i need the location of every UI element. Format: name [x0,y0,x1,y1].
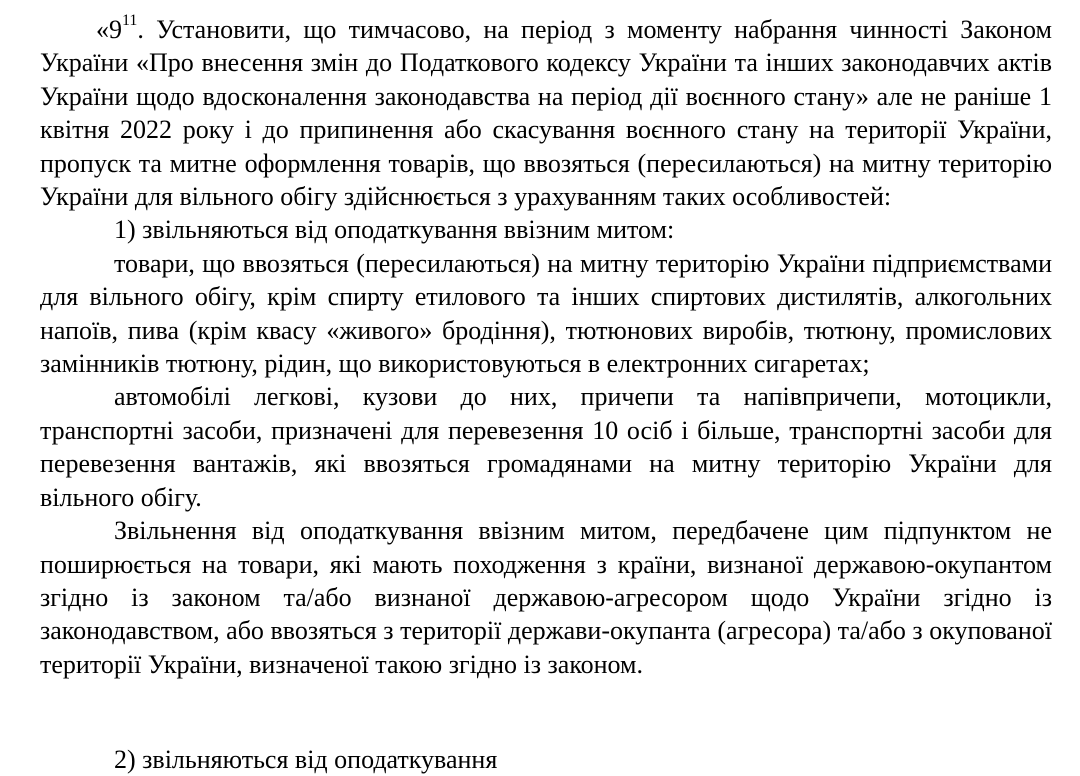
paragraph-exemption-limitation: Звільнення від оподаткування ввізним митом, передбачене цим підпунктом не поширюється на товари, які мають походження з країни, визнаної державою-окупантом згідно із законом та/або визнаної державою-агресором щодо України згідно із законодавством, або ввозяться з території держави-окупанта (агресора) та/або з окупованої території України, визначеної такою згідно із законом. [40,516,1052,679]
clause-superscript: 11 [122,12,138,30]
clause-intro-text: . Установити, що тимчасово, на період з моменту набрання чинності Законом України «Про внесення змін до Податкового кодексу України та інших законодавчих актів України щодо вдосконалення законодавства на період дії воєнного стану» але не раніше 1 квітня 2022 року і до припинення або скасування воєнного стану на території України, пропуск та митне оформлення товарів, що ввозяться (пересилаються) на митну територію України для вільного обігу здійснюється з урахуванням таких особливостей: [40,15,1052,212]
paragraph-subclause-1: 1) звільняються від оподаткування ввізним митом: [114,215,675,245]
clause-number: «9 [96,15,122,44]
paragraph-subclause-2-cutoff: 2) звільняються від оподаткування [114,745,498,774]
paragraph-goods-exemption: товари, що ввозяться (пересилаються) на митну територію України підприємствами для вільного обігу, крім спирту етилового та інших спиртових дистилятів, алкогольних напоїв, пива (крім квасу «живого» бродіння), тютюнових виробів, тютюну, промислових замінників тютюну, рідин, що використовуються в електронних сигаретах; [40,248,1052,379]
paragraph-vehicles-exemption: автомобілі легкові, кузови до них, причепи та напівпричепи, мотоцикли, транспортні засоби, призначені для перевезення 10 осіб і більше, транспортні засоби для перевезення вантажів, які ввозяться громадянами на митну територію України для вільного обігу. [40,382,1052,512]
paragraph-clause-intro [40,13,1052,213]
document-body [40,13,1052,681]
